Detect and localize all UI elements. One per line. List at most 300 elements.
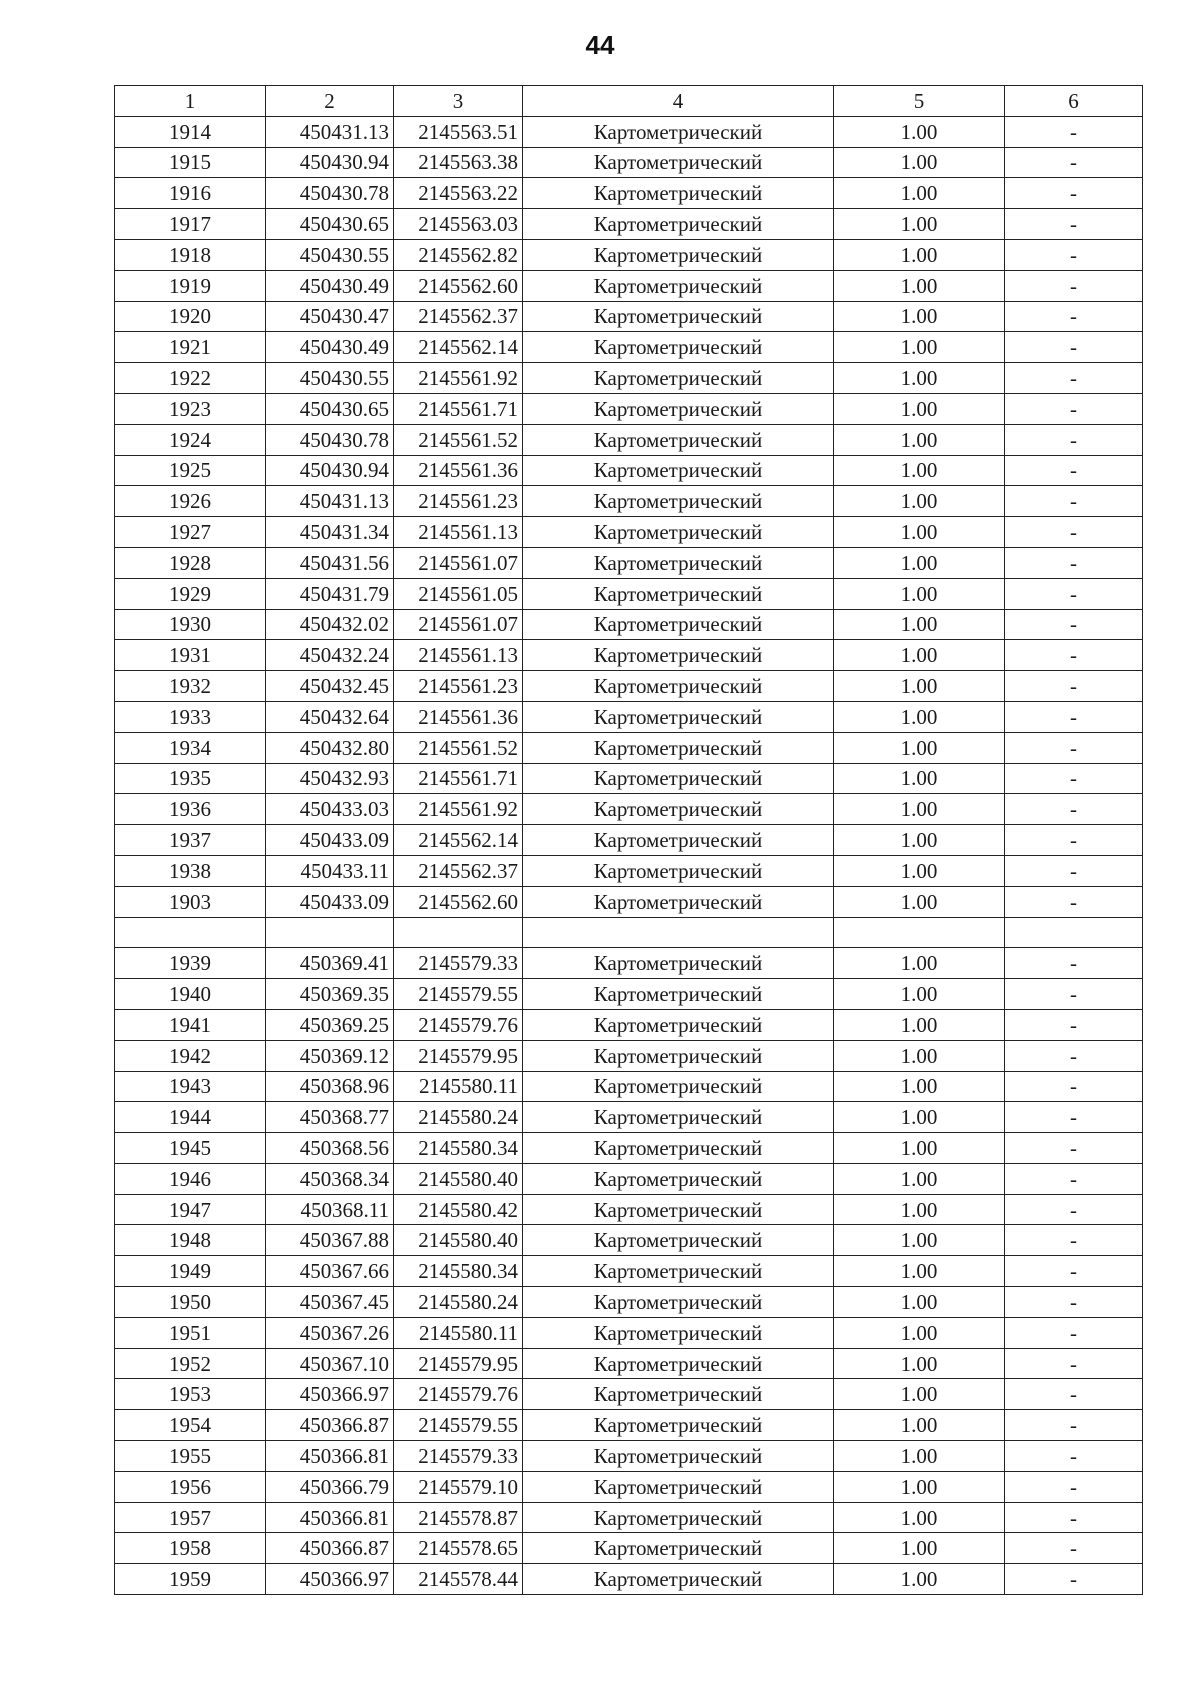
point-number-cell: 1916 <box>115 178 266 209</box>
column-header-accuracy: 5 <box>834 86 1005 117</box>
table-row <box>115 1071 1143 1102</box>
point-number-cell: 1943 <box>115 1071 266 1102</box>
description-cell: - <box>1005 486 1143 517</box>
table-row <box>115 332 1143 363</box>
method-cell: Картометрический <box>523 301 834 332</box>
accuracy-cell: 1.00 <box>834 732 1005 763</box>
description-cell: - <box>1005 116 1143 147</box>
method-cell: Картометрический <box>523 825 834 856</box>
method-cell: Картометрический <box>523 794 834 825</box>
table-header <box>115 86 1143 117</box>
y-coordinate-cell: 2145563.51 <box>394 116 523 147</box>
accuracy-cell: 1.00 <box>834 1009 1005 1040</box>
point-number-cell: 1935 <box>115 763 266 794</box>
y-coordinate-cell: 2145562.60 <box>394 886 523 917</box>
y-coordinate-cell: 2145563.03 <box>394 209 523 240</box>
accuracy-cell: 1.00 <box>834 178 1005 209</box>
description-cell: - <box>1005 1009 1143 1040</box>
x-coordinate-cell: 450432.24 <box>266 640 394 671</box>
method-cell: Картометрический <box>523 979 834 1010</box>
y-coordinate-cell: 2145561.07 <box>394 547 523 578</box>
table-row <box>115 1194 1143 1225</box>
description-cell: - <box>1005 332 1143 363</box>
point-number-cell: 1924 <box>115 424 266 455</box>
y-coordinate-cell: 2145580.42 <box>394 1194 523 1225</box>
y-coordinate-cell: 2145562.82 <box>394 239 523 270</box>
point-number-cell: 1941 <box>115 1009 266 1040</box>
x-coordinate-cell: 450430.94 <box>266 147 394 178</box>
method-cell: Картометрический <box>523 363 834 394</box>
y-coordinate-cell: 2145561.92 <box>394 363 523 394</box>
method-cell: Картометрический <box>523 1225 834 1256</box>
table-row <box>115 640 1143 671</box>
accuracy-cell: 1.00 <box>834 763 1005 794</box>
table-row <box>115 239 1143 270</box>
table-row <box>115 701 1143 732</box>
accuracy-cell: 1.00 <box>834 301 1005 332</box>
method-cell: Картометрический <box>523 455 834 486</box>
accuracy-cell: 1.00 <box>834 1317 1005 1348</box>
point-number-cell: 1942 <box>115 1040 266 1071</box>
y-coordinate-cell: 2145580.11 <box>394 1071 523 1102</box>
page-number: 44 <box>585 30 615 60</box>
method-cell: Картометрический <box>523 1348 834 1379</box>
x-coordinate-cell <box>266 917 394 948</box>
description-cell: - <box>1005 763 1143 794</box>
y-coordinate-cell: 2145561.92 <box>394 794 523 825</box>
method-cell: Картометрический <box>523 1040 834 1071</box>
description-cell: - <box>1005 424 1143 455</box>
y-coordinate-cell: 2145580.34 <box>394 1256 523 1287</box>
description-cell: - <box>1005 517 1143 548</box>
point-number-cell: 1934 <box>115 732 266 763</box>
table-row <box>115 1009 1143 1040</box>
point-number-cell: 1958 <box>115 1533 266 1564</box>
x-coordinate-cell: 450432.64 <box>266 701 394 732</box>
table-row <box>115 825 1143 856</box>
y-coordinate-cell: 2145579.33 <box>394 948 523 979</box>
description-cell: - <box>1005 1502 1143 1533</box>
column-header-description: 6 <box>1005 86 1143 117</box>
method-cell: Картометрический <box>523 1533 834 1564</box>
point-number-cell: 1920 <box>115 301 266 332</box>
x-coordinate-cell: 450432.80 <box>266 732 394 763</box>
x-coordinate-cell: 450433.09 <box>266 825 394 856</box>
method-cell: Картометрический <box>523 1163 834 1194</box>
method-cell: Картометрический <box>523 609 834 640</box>
accuracy-cell: 1.00 <box>834 424 1005 455</box>
description-cell: - <box>1005 640 1143 671</box>
table-row <box>115 1163 1143 1194</box>
y-coordinate-cell: 2145562.37 <box>394 301 523 332</box>
y-coordinate-cell: 2145561.52 <box>394 732 523 763</box>
x-coordinate-cell: 450430.65 <box>266 209 394 240</box>
method-cell: Картометрический <box>523 1133 834 1164</box>
coordinates-table <box>114 85 1143 1595</box>
description-cell: - <box>1005 979 1143 1010</box>
point-number-cell: 1939 <box>115 948 266 979</box>
method-cell: Картометрический <box>523 1287 834 1318</box>
table-row <box>115 1502 1143 1533</box>
table-row <box>115 1287 1143 1318</box>
point-number-cell: 1918 <box>115 239 266 270</box>
description-cell: - <box>1005 794 1143 825</box>
y-coordinate-cell: 2145561.23 <box>394 671 523 702</box>
method-cell: Картометрический <box>523 1379 834 1410</box>
method-cell: Картометрический <box>523 948 834 979</box>
point-number-cell: 1919 <box>115 270 266 301</box>
description-cell: - <box>1005 239 1143 270</box>
x-coordinate-cell: 450431.13 <box>266 116 394 147</box>
method-cell: Картометрический <box>523 1471 834 1502</box>
description-cell: - <box>1005 578 1143 609</box>
x-coordinate-cell: 450366.97 <box>266 1564 394 1595</box>
point-number-cell: 1931 <box>115 640 266 671</box>
x-coordinate-cell: 450432.45 <box>266 671 394 702</box>
accuracy-cell: 1.00 <box>834 948 1005 979</box>
y-coordinate-cell: 2145580.11 <box>394 1317 523 1348</box>
description-cell <box>1005 917 1143 948</box>
description-cell: - <box>1005 1317 1143 1348</box>
description-cell: - <box>1005 1102 1143 1133</box>
table-row <box>115 424 1143 455</box>
accuracy-cell: 1.00 <box>834 147 1005 178</box>
x-coordinate-cell: 450367.66 <box>266 1256 394 1287</box>
y-coordinate-cell: 2145579.55 <box>394 1410 523 1441</box>
method-cell: Картометрический <box>523 1102 834 1133</box>
accuracy-cell: 1.00 <box>834 239 1005 270</box>
y-coordinate-cell: 2145562.14 <box>394 825 523 856</box>
point-number-cell <box>115 917 266 948</box>
table-body <box>115 116 1143 1594</box>
x-coordinate-cell: 450369.25 <box>266 1009 394 1040</box>
table-row <box>115 1040 1143 1071</box>
table-row <box>115 1533 1143 1564</box>
table-row <box>115 1133 1143 1164</box>
y-coordinate-cell: 2145580.24 <box>394 1287 523 1318</box>
accuracy-cell: 1.00 <box>834 1163 1005 1194</box>
accuracy-cell: 1.00 <box>834 701 1005 732</box>
x-coordinate-cell: 450368.11 <box>266 1194 394 1225</box>
x-coordinate-cell: 450366.87 <box>266 1410 394 1441</box>
column-header-point-number: 1 <box>115 86 266 117</box>
method-cell: Картометрический <box>523 393 834 424</box>
description-cell: - <box>1005 1441 1143 1472</box>
y-coordinate-cell: 2145579.76 <box>394 1009 523 1040</box>
point-number-cell: 1947 <box>115 1194 266 1225</box>
description-cell: - <box>1005 1256 1143 1287</box>
method-cell: Картометрический <box>523 1009 834 1040</box>
method-cell: Картометрический <box>523 671 834 702</box>
y-coordinate-cell: 2145561.05 <box>394 578 523 609</box>
point-number-cell: 1951 <box>115 1317 266 1348</box>
method-cell: Картометрический <box>523 1194 834 1225</box>
x-coordinate-cell: 450366.87 <box>266 1533 394 1564</box>
x-coordinate-cell: 450431.13 <box>266 486 394 517</box>
method-cell: Картометрический <box>523 332 834 363</box>
accuracy-cell: 1.00 <box>834 1471 1005 1502</box>
method-cell: Картометрический <box>523 178 834 209</box>
point-number-cell: 1932 <box>115 671 266 702</box>
table-row <box>115 547 1143 578</box>
description-cell: - <box>1005 301 1143 332</box>
description-cell: - <box>1005 1133 1143 1164</box>
x-coordinate-cell: 450369.41 <box>266 948 394 979</box>
method-cell: Картометрический <box>523 1441 834 1472</box>
point-number-cell: 1957 <box>115 1502 266 1533</box>
table-row <box>115 1564 1143 1595</box>
point-number-cell: 1929 <box>115 578 266 609</box>
x-coordinate-cell: 450430.55 <box>266 363 394 394</box>
x-coordinate-cell: 450368.34 <box>266 1163 394 1194</box>
description-cell: - <box>1005 547 1143 578</box>
table-row <box>115 209 1143 240</box>
description-cell: - <box>1005 270 1143 301</box>
accuracy-cell: 1.00 <box>834 1379 1005 1410</box>
x-coordinate-cell: 450430.78 <box>266 178 394 209</box>
description-cell: - <box>1005 178 1143 209</box>
point-number-cell: 1953 <box>115 1379 266 1410</box>
accuracy-cell: 1.00 <box>834 116 1005 147</box>
x-coordinate-cell: 450366.79 <box>266 1471 394 1502</box>
table-row <box>115 1317 1143 1348</box>
table-row <box>115 455 1143 486</box>
y-coordinate-cell <box>394 917 523 948</box>
description-cell: - <box>1005 825 1143 856</box>
x-coordinate-cell: 450369.35 <box>266 979 394 1010</box>
point-number-cell: 1955 <box>115 1441 266 1472</box>
y-coordinate-cell: 2145561.36 <box>394 455 523 486</box>
accuracy-cell: 1.00 <box>834 547 1005 578</box>
y-coordinate-cell: 2145562.37 <box>394 855 523 886</box>
accuracy-cell: 1.00 <box>834 609 1005 640</box>
description-cell: - <box>1005 732 1143 763</box>
accuracy-cell: 1.00 <box>834 1102 1005 1133</box>
accuracy-cell: 1.00 <box>834 1533 1005 1564</box>
description-cell: - <box>1005 1040 1143 1071</box>
x-coordinate-cell: 450431.79 <box>266 578 394 609</box>
column-header-x-coordinate: 2 <box>266 86 394 117</box>
method-cell: Картометрический <box>523 732 834 763</box>
x-coordinate-cell: 450430.49 <box>266 270 394 301</box>
method-cell: Картометрический <box>523 640 834 671</box>
table-row <box>115 886 1143 917</box>
method-cell: Картометрический <box>523 855 834 886</box>
description-cell: - <box>1005 1379 1143 1410</box>
y-coordinate-cell: 2145579.55 <box>394 979 523 1010</box>
point-number-cell: 1914 <box>115 116 266 147</box>
y-coordinate-cell: 2145562.14 <box>394 332 523 363</box>
y-coordinate-cell: 2145578.65 <box>394 1533 523 1564</box>
y-coordinate-cell: 2145561.71 <box>394 393 523 424</box>
point-number-cell: 1959 <box>115 1564 266 1595</box>
description-cell: - <box>1005 948 1143 979</box>
table-row <box>115 1225 1143 1256</box>
point-number-cell: 1936 <box>115 794 266 825</box>
description-cell: - <box>1005 701 1143 732</box>
description-cell: - <box>1005 363 1143 394</box>
table-row <box>115 517 1143 548</box>
y-coordinate-cell: 2145580.24 <box>394 1102 523 1133</box>
y-coordinate-cell: 2145563.22 <box>394 178 523 209</box>
method-cell: Картометрический <box>523 547 834 578</box>
description-cell: - <box>1005 209 1143 240</box>
accuracy-cell: 1.00 <box>834 270 1005 301</box>
method-cell: Картометрический <box>523 1071 834 1102</box>
description-cell: - <box>1005 1287 1143 1318</box>
x-coordinate-cell: 450366.81 <box>266 1502 394 1533</box>
point-number-cell: 1921 <box>115 332 266 363</box>
point-number-cell: 1922 <box>115 363 266 394</box>
method-cell: Картометрический <box>523 239 834 270</box>
table-row <box>115 393 1143 424</box>
method-cell: Картометрический <box>523 1564 834 1595</box>
point-number-cell: 1944 <box>115 1102 266 1133</box>
x-coordinate-cell: 450368.77 <box>266 1102 394 1133</box>
point-number-cell: 1915 <box>115 147 266 178</box>
accuracy-cell: 1.00 <box>834 640 1005 671</box>
description-cell: - <box>1005 671 1143 702</box>
point-number-cell: 1927 <box>115 517 266 548</box>
description-cell: - <box>1005 1163 1143 1194</box>
description-cell: - <box>1005 1071 1143 1102</box>
y-coordinate-cell: 2145579.33 <box>394 1441 523 1472</box>
accuracy-cell: 1.00 <box>834 794 1005 825</box>
method-cell <box>523 917 834 948</box>
description-cell: - <box>1005 1471 1143 1502</box>
accuracy-cell: 1.00 <box>834 393 1005 424</box>
table-row <box>115 178 1143 209</box>
accuracy-cell: 1.00 <box>834 209 1005 240</box>
x-coordinate-cell: 450367.26 <box>266 1317 394 1348</box>
accuracy-cell: 1.00 <box>834 1410 1005 1441</box>
x-coordinate-cell: 450367.88 <box>266 1225 394 1256</box>
column-header-method: 4 <box>523 86 834 117</box>
method-cell: Картометрический <box>523 1502 834 1533</box>
y-coordinate-cell: 2145561.13 <box>394 640 523 671</box>
x-coordinate-cell: 450368.56 <box>266 1133 394 1164</box>
method-cell: Картометрический <box>523 424 834 455</box>
point-number-cell: 1903 <box>115 886 266 917</box>
column-header-y-coordinate: 3 <box>394 86 523 117</box>
x-coordinate-cell: 450430.78 <box>266 424 394 455</box>
x-coordinate-cell: 450366.81 <box>266 1441 394 1472</box>
table-row <box>115 1256 1143 1287</box>
y-coordinate-cell: 2145561.07 <box>394 609 523 640</box>
point-number-cell: 1949 <box>115 1256 266 1287</box>
table-row <box>115 732 1143 763</box>
table-row <box>115 578 1143 609</box>
x-coordinate-cell: 450368.96 <box>266 1071 394 1102</box>
y-coordinate-cell: 2145578.87 <box>394 1502 523 1533</box>
y-coordinate-cell: 2145561.23 <box>394 486 523 517</box>
point-number-cell: 1956 <box>115 1471 266 1502</box>
table-row <box>115 116 1143 147</box>
table-row <box>115 609 1143 640</box>
method-cell: Картометрический <box>523 517 834 548</box>
accuracy-cell: 1.00 <box>834 1564 1005 1595</box>
point-number-cell: 1946 <box>115 1163 266 1194</box>
y-coordinate-cell: 2145562.60 <box>394 270 523 301</box>
x-coordinate-cell: 450367.45 <box>266 1287 394 1318</box>
table-row <box>115 948 1143 979</box>
accuracy-cell: 1.00 <box>834 455 1005 486</box>
point-number-cell: 1945 <box>115 1133 266 1164</box>
x-coordinate-cell: 450430.94 <box>266 455 394 486</box>
accuracy-cell: 1.00 <box>834 1441 1005 1472</box>
description-cell: - <box>1005 1533 1143 1564</box>
point-number-cell: 1928 <box>115 547 266 578</box>
x-coordinate-cell: 450430.49 <box>266 332 394 363</box>
table-row <box>115 486 1143 517</box>
x-coordinate-cell: 450432.93 <box>266 763 394 794</box>
accuracy-cell: 1.00 <box>834 1287 1005 1318</box>
y-coordinate-cell: 2145579.95 <box>394 1040 523 1071</box>
x-coordinate-cell: 450431.56 <box>266 547 394 578</box>
accuracy-cell: 1.00 <box>834 979 1005 1010</box>
point-number-cell: 1933 <box>115 701 266 732</box>
accuracy-cell: 1.00 <box>834 517 1005 548</box>
accuracy-cell: 1.00 <box>834 1040 1005 1071</box>
y-coordinate-cell: 2145561.52 <box>394 424 523 455</box>
accuracy-cell: 1.00 <box>834 855 1005 886</box>
x-coordinate-cell: 450433.09 <box>266 886 394 917</box>
table-row <box>115 1348 1143 1379</box>
y-coordinate-cell: 2145580.34 <box>394 1133 523 1164</box>
x-coordinate-cell: 450366.97 <box>266 1379 394 1410</box>
description-cell: - <box>1005 886 1143 917</box>
x-coordinate-cell: 450430.47 <box>266 301 394 332</box>
y-coordinate-cell: 2145561.13 <box>394 517 523 548</box>
method-cell: Картометрический <box>523 701 834 732</box>
x-coordinate-cell: 450430.65 <box>266 393 394 424</box>
accuracy-cell: 1.00 <box>834 1502 1005 1533</box>
method-cell: Картометрический <box>523 116 834 147</box>
y-coordinate-cell: 2145579.95 <box>394 1348 523 1379</box>
x-coordinate-cell: 450430.55 <box>266 239 394 270</box>
table-row <box>115 671 1143 702</box>
method-cell: Картометрический <box>523 578 834 609</box>
separator-row <box>115 917 1143 948</box>
point-number-cell: 1926 <box>115 486 266 517</box>
point-number-cell: 1923 <box>115 393 266 424</box>
x-coordinate-cell: 450432.02 <box>266 609 394 640</box>
table-row <box>115 147 1143 178</box>
table-row <box>115 1471 1143 1502</box>
point-number-cell: 1940 <box>115 979 266 1010</box>
table-row <box>115 763 1143 794</box>
y-coordinate-cell: 2145580.40 <box>394 1225 523 1256</box>
x-coordinate-cell: 450369.12 <box>266 1040 394 1071</box>
y-coordinate-cell: 2145580.40 <box>394 1163 523 1194</box>
description-cell: - <box>1005 1348 1143 1379</box>
accuracy-cell: 1.00 <box>834 825 1005 856</box>
accuracy-cell: 1.00 <box>834 363 1005 394</box>
header-row <box>115 86 1143 117</box>
description-cell: - <box>1005 393 1143 424</box>
method-cell: Картометрический <box>523 270 834 301</box>
table-row <box>115 363 1143 394</box>
point-number-cell: 1952 <box>115 1348 266 1379</box>
table-row <box>115 1441 1143 1472</box>
method-cell: Картометрический <box>523 763 834 794</box>
table-row <box>115 270 1143 301</box>
x-coordinate-cell: 450433.03 <box>266 794 394 825</box>
y-coordinate-cell: 2145579.76 <box>394 1379 523 1410</box>
table-row <box>115 1410 1143 1441</box>
y-coordinate-cell: 2145578.44 <box>394 1564 523 1595</box>
method-cell: Картометрический <box>523 886 834 917</box>
